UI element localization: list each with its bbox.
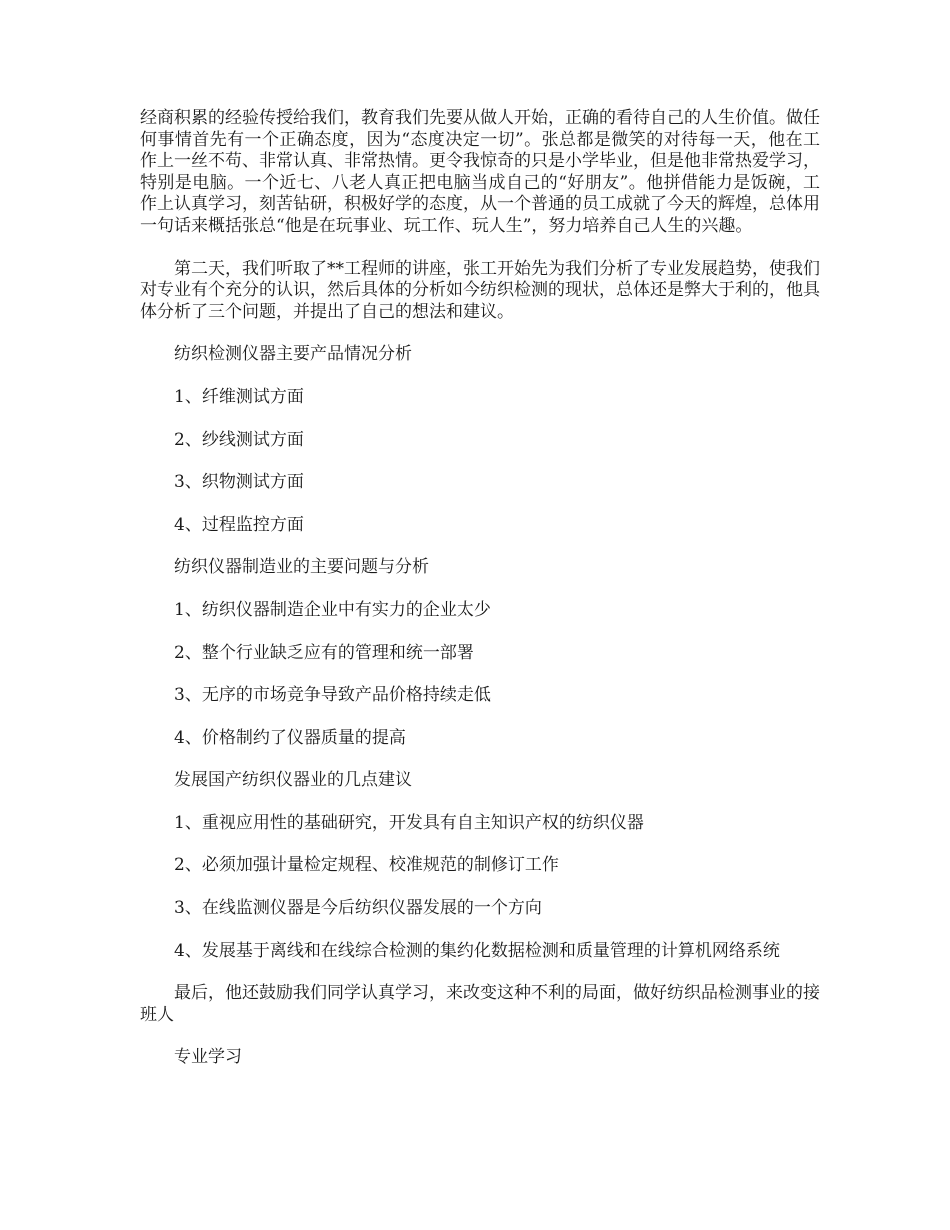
section-heading-products: 纺织检测仪器主要产品情况分析 [174, 344, 412, 365]
paragraph-closing: 最后，他还鼓励我们同学认真学习，来改变这种不利的局面，做好纺织品检测事业的接班人 [140, 983, 820, 1025]
list-item: 2、必须加强计量检定规程、校准规范的制修订工作 [174, 855, 559, 876]
list-item: 2、整个行业缺乏应有的管理和统一部署 [174, 642, 474, 663]
list-item: 1、纤维测试方面 [174, 386, 304, 407]
document-body [140, 108, 820, 1069]
list-item: 4、价格制约了仪器质量的提高 [174, 727, 406, 748]
list-item: 2、纱线测试方面 [174, 429, 304, 450]
list-item: 1、纺织仪器制造企业中有实力的企业太少 [174, 599, 491, 620]
paragraph-1: 经商积累的经验传授给我们，教育我们先要从做人开始，正确的看待自己的人生价值。做任何事情首先有一个正确态度，因为“态度决定一切”。张总都是微笑的对待每一天，他在工作上一丝不苟、非常认真、非常热情。更令我惊奇的只是小学毕业，但是他非常热爱学习，特别是电脑。一个近七、八老人真正把电脑当成自己的“好朋友”。他拼借能力是饭碗，工作上认真学习，刻苦钻研，积极好学的态度，从一个普通的员工成就了今天的辉煌，总体用一句话来概括张总“他是在玩事业、玩工作、玩人生”，努力培养自己人生的兴趣。 [140, 108, 820, 236]
list-item: 1、重视应用性的基础研究，开发具有自主知识产权的纺织仪器 [174, 812, 644, 833]
section-heading-problems: 纺织仪器制造业的主要问题与分析 [174, 557, 429, 578]
list-item: 3、无序的市场竞争导致产品价格持续走低 [174, 685, 491, 706]
section-heading-study: 专业学习 [174, 1047, 242, 1068]
list-item: 3、织物测试方面 [174, 472, 304, 493]
paragraph-2: 第二天，我们听取了**工程师的讲座，张工开始先为我们分析了专业发展趋势，使我们对专业有个充分的认识，然后具体的分析如今纺织检测的现状，总体还是弊大于利的，他具体分析了三个问题，并提出了自己的想法和建议。 [140, 258, 820, 322]
section-heading-suggestions: 发展国产纺织仪器业的几点建议 [174, 770, 412, 791]
list-item: 3、在线监测仪器是今后纺织仪器发展的一个方向 [174, 898, 542, 919]
list-item: 4、过程监控方面 [174, 514, 304, 535]
list-item: 4、发展基于离线和在线综合检测的集约化数据检测和质量管理的计算机网络系统 [174, 940, 780, 961]
